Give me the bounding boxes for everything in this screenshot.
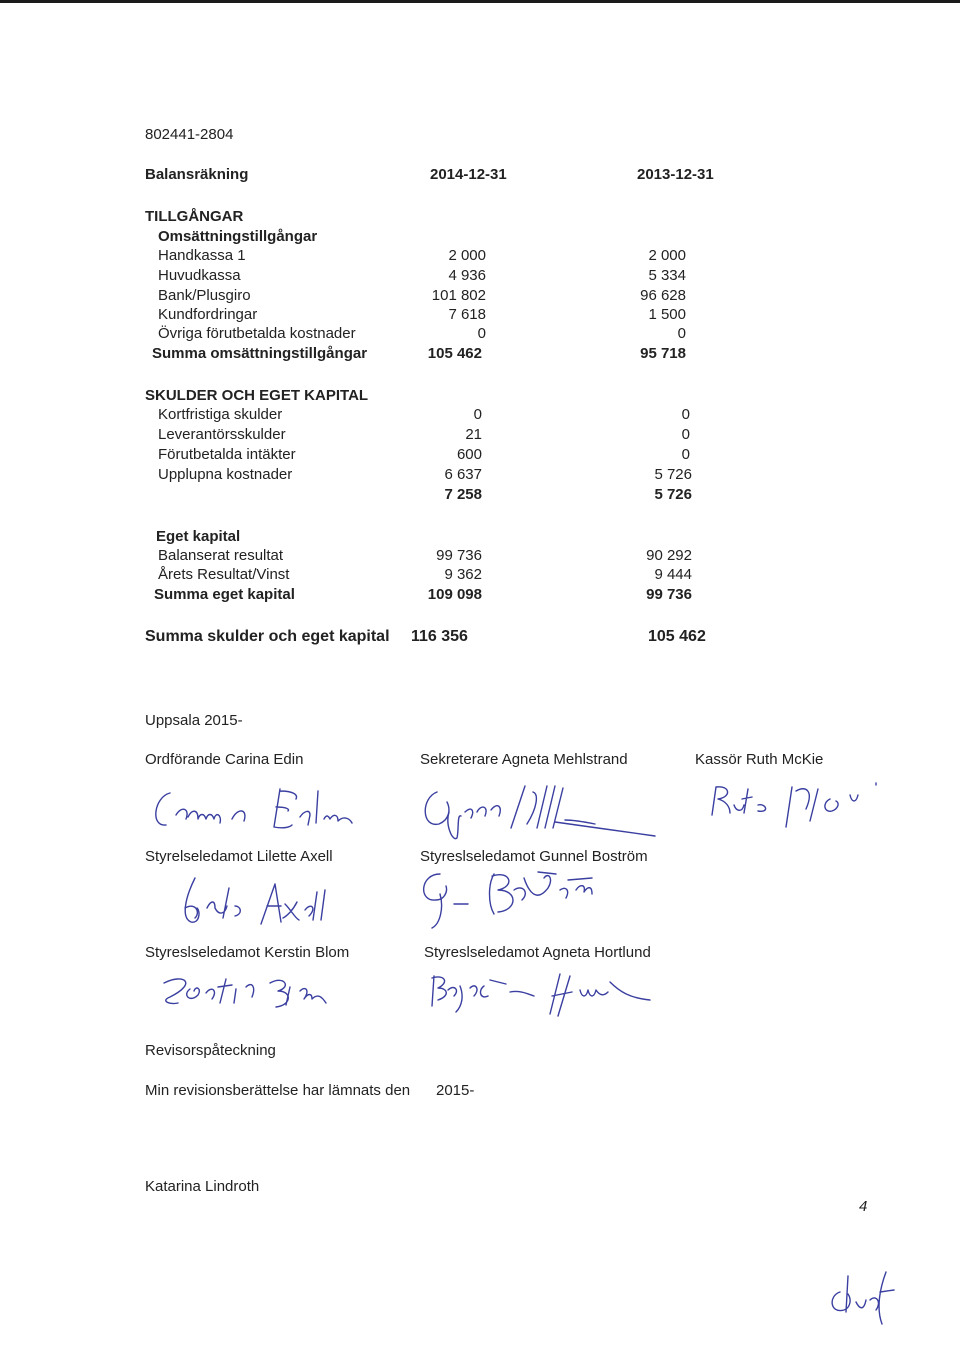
section-heading-liabilities: SKULDER OCH EGET KAPITAL [145, 387, 369, 404]
signature-member-blom [150, 965, 370, 1020]
row-label: Övriga förutbetalda kostnader [158, 325, 356, 342]
scan-edge [0, 0, 960, 3]
row-value-2014: 101 802 [431, 287, 486, 304]
row-label: Handkassa 1 [158, 247, 246, 264]
row-value-2014: 4 936 [448, 267, 486, 284]
row-value-2014: 7 618 [448, 306, 486, 323]
sum-value-2014: 109 098 [427, 586, 482, 603]
subheading-current-assets: Omsättningstillgångar [158, 228, 318, 245]
row-value-2013: 2 000 [648, 247, 686, 264]
org-number: 802441-2804 [145, 126, 234, 143]
row-label: Upplupna kostnader [158, 466, 293, 483]
row-value-2014: 6 637 [444, 466, 482, 483]
row-label: Leverantörsskulder [158, 426, 286, 443]
initials-signature [820, 1262, 920, 1332]
row-label: Kundfordringar [158, 306, 258, 323]
row-value-2013: 0 [681, 406, 690, 423]
row-value-2014: 2 000 [448, 247, 486, 264]
section-heading-assets: TILLGÅNGAR [145, 208, 244, 225]
row-value-2014: 9 362 [444, 566, 482, 583]
row-label: Bank/Plusgiro [158, 287, 251, 304]
total-label: Summa skulder och eget kapital [145, 628, 390, 645]
column-header-2014: 2014-12-31 [430, 166, 507, 183]
row-label: Huvudkassa [158, 267, 241, 284]
row-value-2013: 5 334 [648, 267, 686, 284]
row-value-2013: 90 292 [646, 547, 692, 564]
signature-secretary [415, 772, 685, 852]
signatory-member-axell: Styrelseledamot Lilette Axell [145, 848, 333, 865]
sum-label: Summa omsättningstillgångar [152, 345, 368, 362]
signature-member-bostrom [410, 860, 660, 940]
sum-value-2013: 99 736 [646, 586, 692, 603]
signatory-member-hortlund: Styreslseledamot Agneta Hortlund [424, 944, 651, 961]
row-label: Årets Resultat/Vinst [158, 566, 290, 583]
page-title: Balansräkning [145, 166, 249, 183]
row-value-2013: 0 [681, 446, 690, 463]
signatory-chair: Ordförande Carina Edin [145, 751, 304, 768]
row-value-2014: 0 [473, 406, 482, 423]
signature-member-hortlund [420, 962, 680, 1022]
row-value-2014: 0 [477, 325, 486, 342]
signatory-member-bostrom: Styreslseledamot Gunnel Boström [420, 848, 648, 865]
signature-treasurer [700, 775, 880, 835]
row-label: Förutbetalda intäkter [158, 446, 296, 463]
signature-chair [140, 775, 380, 845]
auditor-name: Katarina Lindroth [145, 1178, 260, 1195]
auditor-heading: Revisorspåteckning [145, 1042, 276, 1059]
auditor-date: 2015- [436, 1082, 475, 1099]
row-value-2013: 0 [681, 426, 690, 443]
row-value-2013: 5 726 [654, 466, 692, 483]
place-date: Uppsala 2015- [145, 712, 243, 729]
row-value-2013: 1 500 [648, 306, 686, 323]
page-number: 4 [859, 1198, 868, 1215]
sum-value-2013: 95 718 [640, 345, 686, 362]
row-value-2013: 96 628 [640, 287, 686, 304]
signatory-member-blom: Styreslseledamot Kerstin Blom [145, 944, 350, 961]
row-value-2013: 0 [677, 325, 686, 342]
sum-value-2014: 105 462 [427, 345, 482, 362]
section-heading-equity: Eget kapital [156, 528, 241, 545]
signatory-treasurer: Kassör Ruth McKie [695, 751, 824, 768]
row-value-2014: 21 [465, 426, 482, 443]
column-header-2013: 2013-12-31 [637, 166, 714, 183]
auditor-statement: Min revisionsberättelse har lämnats den [145, 1082, 411, 1099]
row-label: Balanserat resultat [158, 547, 284, 564]
row-value-2013: 9 444 [654, 566, 692, 583]
sum-value-2013: 5 726 [654, 486, 692, 503]
signatory-secretary: Sekreterare Agneta Mehlstrand [420, 751, 628, 768]
row-value-2014: 600 [456, 446, 482, 463]
total-value-2014: 116 356 [411, 628, 468, 645]
row-value-2014: 99 736 [436, 547, 482, 564]
sum-value-2014: 7 258 [444, 486, 482, 503]
total-value-2013: 105 462 [648, 628, 706, 645]
signature-member-axell [165, 868, 365, 938]
row-label: Kortfristiga skulder [158, 406, 283, 423]
sum-label: Summa eget kapital [154, 586, 295, 603]
